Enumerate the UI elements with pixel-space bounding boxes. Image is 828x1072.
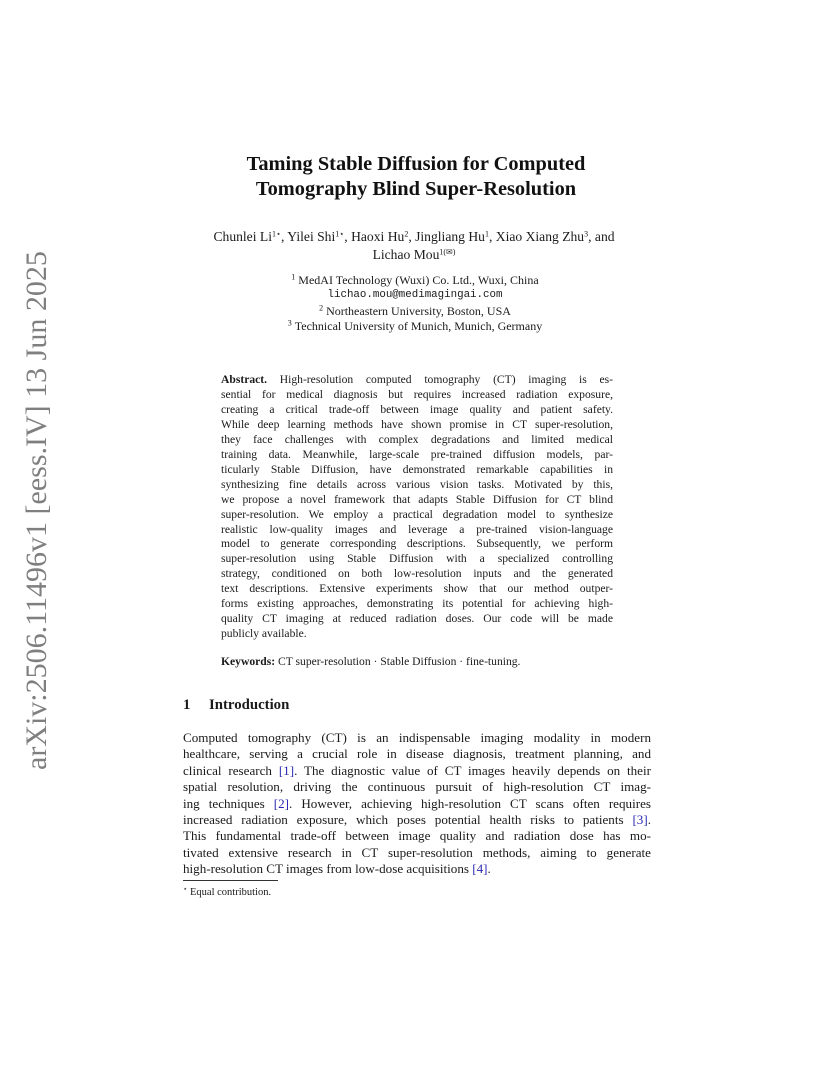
abstract-line: super-resolution using Stable Diffusion with a specialized controlling	[221, 552, 613, 566]
abstract-line: forms existing approaches, demonstrating its potential for achieving high-	[221, 597, 613, 611]
author-name: , Xiao Xiang Zhu	[488, 229, 585, 244]
intro-line: This fundamental trade-off between image quality and radiation dose has mo-	[183, 828, 651, 844]
section-number: 1	[183, 697, 191, 713]
author-affiliation-mark: 1(✉)	[439, 247, 456, 257]
intro-text: .	[487, 861, 491, 877]
affiliation-number: 2	[319, 303, 324, 313]
title-line-1: Taming Stable Diffusion for Computed	[246, 153, 586, 175]
keywords-text: CT super-resolution · Stable Diffusion · fine-tuning.	[275, 655, 521, 668]
author-conjunction: , and	[588, 229, 615, 244]
footnote-rule	[183, 880, 278, 881]
intro-text: clinical research	[183, 762, 279, 778]
intro-text: . The diagnostic value of CT images heavily depends on their	[294, 762, 651, 778]
affiliation-text: Northeastern University, Boston, USA	[326, 303, 511, 318]
intro-line	[183, 796, 651, 812]
author-affiliation-mark: 1	[484, 229, 489, 239]
footnote-mark: ⋆	[183, 885, 188, 894]
arxiv-side-stamp: arXiv:2506.11496v1 [eess.IV] 13 Jun 2025	[20, 251, 53, 770]
keywords	[221, 654, 613, 669]
citation-link[interactable]: [2]	[273, 795, 290, 811]
affiliation-2	[200, 304, 630, 319]
abstract-text: High-resolution computed tomography (CT) imaging is es-	[267, 373, 613, 386]
title-line-2: Tomography Blind Super-Resolution	[255, 178, 577, 200]
footnote-text: Equal contribution.	[187, 887, 272, 898]
paper-title	[160, 152, 672, 202]
author-name: Lichao Mou	[372, 247, 440, 262]
abstract	[221, 373, 613, 642]
author-affiliation-mark: 1⋆	[271, 229, 281, 239]
intro-line	[183, 812, 651, 828]
abstract-line	[221, 373, 613, 388]
affiliation-number: 3	[287, 318, 292, 328]
author-affiliation-mark: 3	[584, 229, 589, 239]
intro-text: .	[647, 812, 651, 828]
intro-text: high-resolution CT images from low-dose acquisitions	[183, 861, 473, 877]
abstract-line: text descriptions. Extensive experiments show that our method outper-	[221, 582, 613, 596]
citation-link[interactable]: [4]	[472, 861, 488, 877]
intro-line	[183, 763, 651, 779]
author-name: , Haoxi Hu	[344, 229, 405, 244]
abstract-line: quality CT imaging at reduced radiation doses. Our code will be made	[221, 612, 613, 626]
abstract-line: publicly available.	[221, 627, 307, 641]
author-line-2	[175, 246, 653, 264]
abstract-line: creating a critical trade-off between image quality and patient safety.	[221, 402, 613, 416]
intro-line	[183, 861, 651, 877]
author-list	[175, 228, 653, 264]
intro-paragraph	[183, 730, 651, 878]
citation-link[interactable]: [3]	[632, 812, 648, 828]
intro-line: spatial resolution, driving the continuous pursuit of high-resolution CT imag-	[183, 779, 651, 795]
abstract-line: we propose a novel framework that adapts Stable Diffusion for CT blind	[221, 492, 613, 506]
author-name: Chunlei Li	[213, 229, 272, 244]
abstract-line: training data. Meanwhile, large-scale pre-trained diffusion models, par-	[221, 447, 613, 461]
abstract-line: ticularly Stable Diffusion, have demonstrated remarkable capabilities in	[221, 462, 613, 476]
section-title: Introduction	[209, 697, 290, 713]
keywords-label: Keywords:	[221, 655, 276, 668]
author-affiliation-mark: 2	[404, 229, 409, 239]
intro-line: Computed tomography (CT) is an indispensable imaging modality in modern	[183, 730, 651, 745]
affiliation-text: MedAI Technology (Wuxi) Co. Ltd., Wuxi, China	[298, 273, 539, 287]
abstract-label: Abstract.	[221, 373, 268, 386]
affiliation-number: 1	[291, 272, 296, 282]
footnote	[183, 886, 483, 900]
abstract-line: strategy, conditioned on both low-resolution inputs and the generated	[221, 567, 613, 581]
abstract-line: synthesizing fine details across various vision tasks. Motivated by this,	[221, 477, 613, 491]
author-affiliation-mark: 1⋆	[335, 229, 345, 239]
author-name: , Yilei Shi	[281, 229, 336, 244]
abstract-line: sential for medical diagnosis but requires increased radiation exposure,	[221, 387, 613, 401]
affiliation-3	[200, 319, 630, 334]
intro-text: increased radiation exposure, which poses potential health risks to patients	[183, 812, 633, 828]
affiliations	[200, 273, 630, 334]
affiliation-1	[200, 273, 630, 288]
affiliation-text: Technical University of Munich, Munich, Germany	[294, 318, 543, 333]
abstract-line: they face challenges with complex degradations and limited medical	[221, 432, 613, 446]
intro-text: . However, achieving high-resolution CT scans often requires	[289, 795, 651, 811]
abstract-line: super-resolution. We employ a practical degradation model to synthesize	[221, 507, 613, 521]
author-line-1	[175, 228, 653, 246]
intro-text: ing techniques	[183, 795, 274, 811]
intro-line: healthcare, serving a crucial role in disease diagnosis, treatment planning, and	[183, 746, 651, 762]
intro-line: tivated extensive research in CT super-resolution methods, aiming to generate	[183, 844, 651, 860]
citation-link[interactable]: [1]	[278, 762, 295, 778]
abstract-line: While deep learning methods have shown promise in CT super-resolution,	[221, 417, 613, 431]
abstract-line: model to generate corresponding descriptions. Subsequently, we perform	[221, 537, 613, 551]
author-name: , Jingliang Hu	[408, 229, 485, 244]
section-heading	[183, 696, 483, 714]
contact-email: lichao.mou@medimagingai.com	[327, 289, 503, 302]
abstract-line: realistic low-quality images and leverage a pre-trained vision-language	[221, 522, 613, 536]
